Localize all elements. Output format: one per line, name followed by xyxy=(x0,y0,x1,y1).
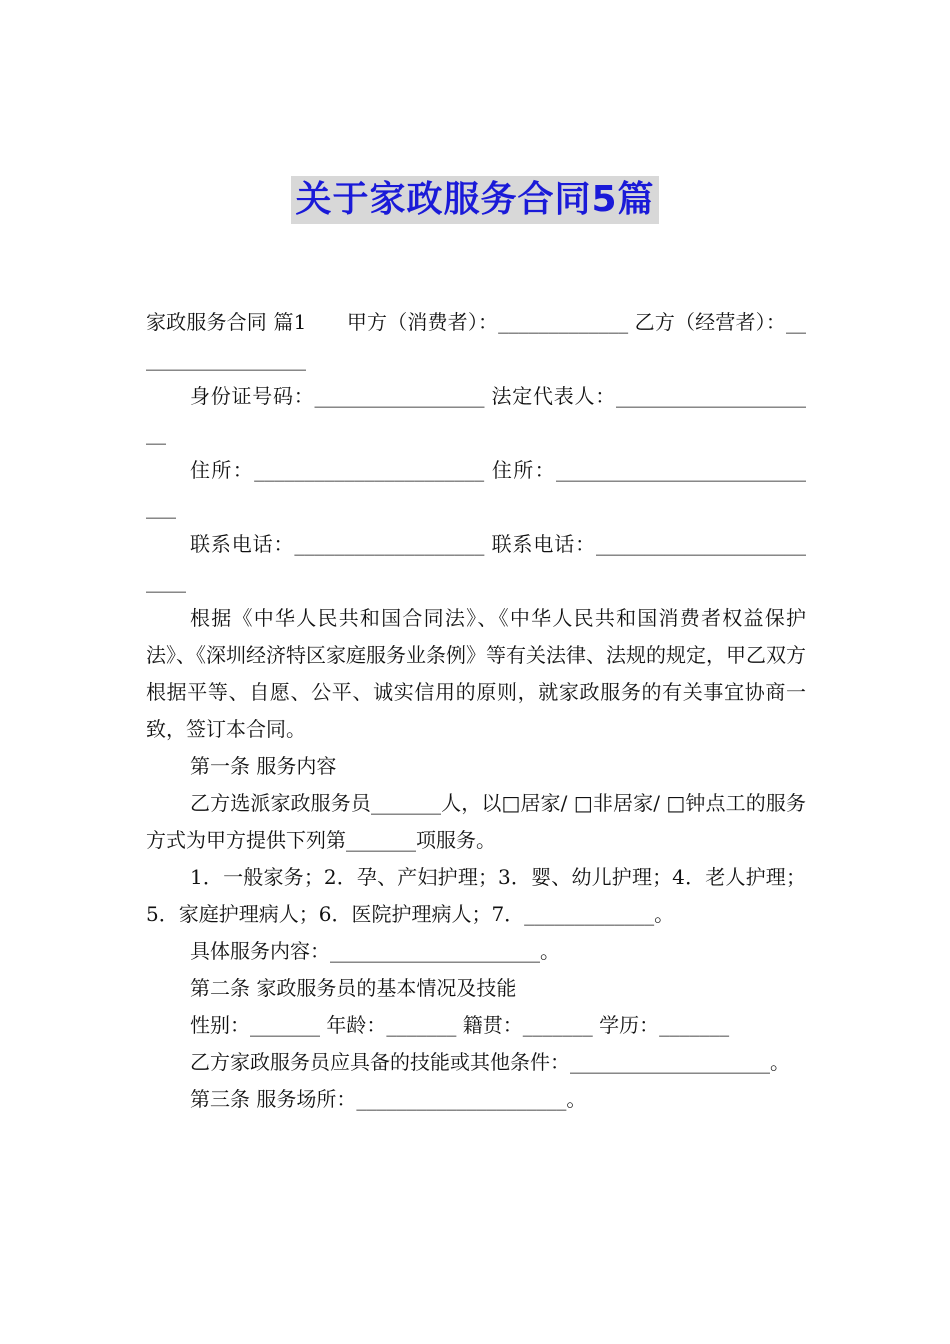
paragraph: 第三条 服务场所：_____________________。 xyxy=(190,1087,587,1111)
paragraph: 乙方选派家政服务员_______人，以□居家/ □非居家/ □钟点工的服务方式为甲方提供下列第_______项服务。 xyxy=(146,791,806,852)
paragraph: 第二条 家政服务员的基本情况及技能 xyxy=(190,976,517,1000)
paragraph: 联系电话：___________________ 联系电话：_________________________ xyxy=(146,532,806,593)
title-wrap xyxy=(0,176,950,224)
document-title: 关于家政服务合同5篇 xyxy=(291,176,658,224)
paragraph: 性别：_______ 年龄：_______ 籍贯：_______ 学历：_______ xyxy=(190,1013,730,1037)
document-body xyxy=(146,304,806,1118)
paragraph: 家政服务合同 篇1 甲方（消费者）：_____________ 乙方（经营者）：__________________ xyxy=(146,310,806,371)
paragraph: 身份证号码：_________________ 法定代表人：_____________________ xyxy=(146,384,806,445)
paragraph: 第一条 服务内容 xyxy=(190,754,337,778)
paragraph: 具体服务内容：_____________________。 xyxy=(190,939,560,963)
paragraph: 根据《中华人民共和国合同法》、《中华人民共和国消费者权益保护法》、《深圳经济特区家庭服务业条例》等有关法律、法规的规定，甲乙双方根据平等、自愿、公平、诚实信用的原则，就家政服务的有关事宜协商一致，签订本合同。 xyxy=(146,606,806,741)
paragraph: 乙方家政服务员应具备的技能或其他条件：____________________。 xyxy=(190,1050,790,1074)
paragraph: 1．一般家务；2．孕、产妇护理；3．婴、幼儿护理；4．老人护理；5．家庭护理病人；6．医院护理病人；7．_____________。 xyxy=(146,865,806,926)
paragraph: 住所：_______________________ 住所：____________________________ xyxy=(146,458,806,519)
